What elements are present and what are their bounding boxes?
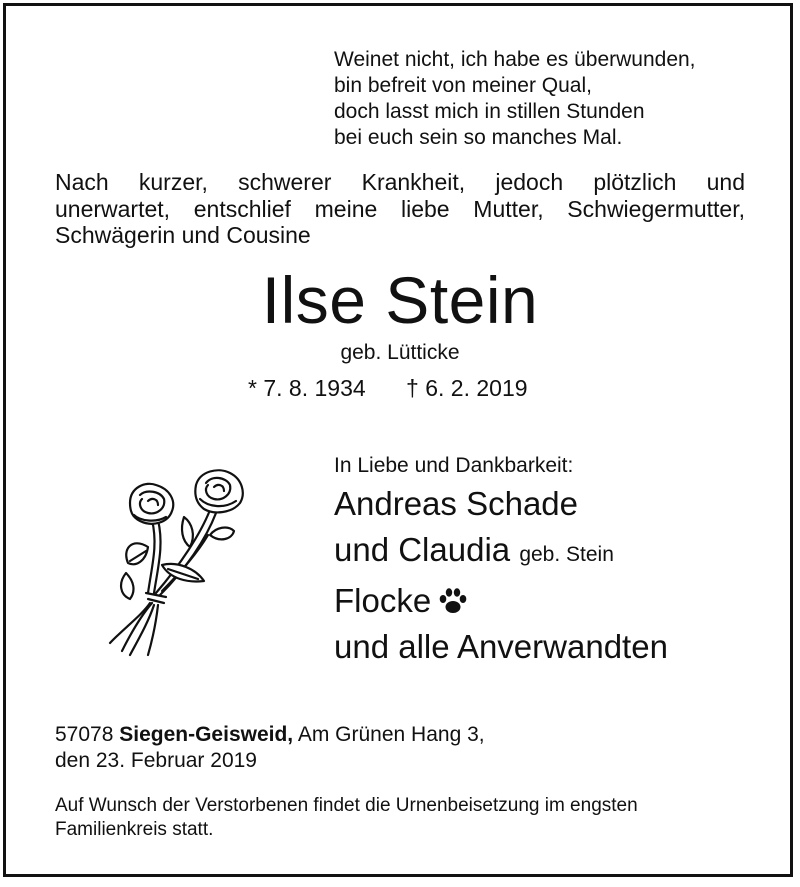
intro-line: unerwartet, entschlief meine liebe Mutter, Schwiegermutter, — [55, 195, 745, 222]
intro-line: Nach kurzer, schwerer Krankheit, jedoch plötzlich und — [55, 169, 745, 195]
address-block — [55, 722, 485, 774]
street: Am Grünen Hang 3, — [297, 723, 485, 746]
postal-code: 57078 — [55, 723, 114, 746]
mourner-claudia-name: und Claudia — [334, 531, 511, 568]
deceased-name: Ilse Stein — [261, 263, 539, 337]
burial-notice — [55, 794, 755, 842]
intro-line: Schwägerin und Cousine — [55, 222, 311, 248]
mourner-flocke — [334, 578, 668, 624]
roses-illustration — [100, 465, 260, 660]
paw-print-icon — [437, 587, 469, 615]
city: Siegen-Geisweid, — [119, 723, 294, 746]
notice-line: Auf Wunsch der Verstorbenen findet die Urnenbeisetzung im engsten — [55, 795, 638, 816]
poem-line: bin befreit von meiner Qual, — [334, 74, 592, 97]
maiden-name: geb. Lütticke — [340, 341, 460, 364]
poem-line: doch lasst mich in stillen Stunden — [334, 100, 645, 123]
mourner-andreas: Andreas Schade — [334, 485, 579, 522]
notice-date: den 23. Februar 2019 — [55, 749, 257, 772]
intro-paragraph — [55, 169, 745, 249]
poem-verse — [334, 47, 696, 151]
poem-line: Weinet nicht, ich habe es überwunden, — [334, 48, 696, 71]
mourner-claudia-maiden: geb. Stein — [519, 543, 614, 566]
mourner-flocke-name: Flocke — [334, 582, 432, 619]
notice-line: Familienkreis statt. — [55, 819, 214, 840]
poem-line: bei euch sein so manches Mal. — [334, 126, 623, 149]
mourners-block — [334, 451, 668, 670]
death-date: † 6. 2. 2019 — [406, 375, 528, 401]
birth-date: * 7. 8. 1934 — [248, 375, 366, 401]
address-line — [55, 722, 485, 748]
family-intro: In Liebe und Dankbarkeit: — [334, 454, 574, 477]
mourner-claudia — [334, 527, 668, 578]
mourner-relatives: und alle Anverwandten — [334, 628, 668, 665]
life-dates — [248, 374, 528, 402]
